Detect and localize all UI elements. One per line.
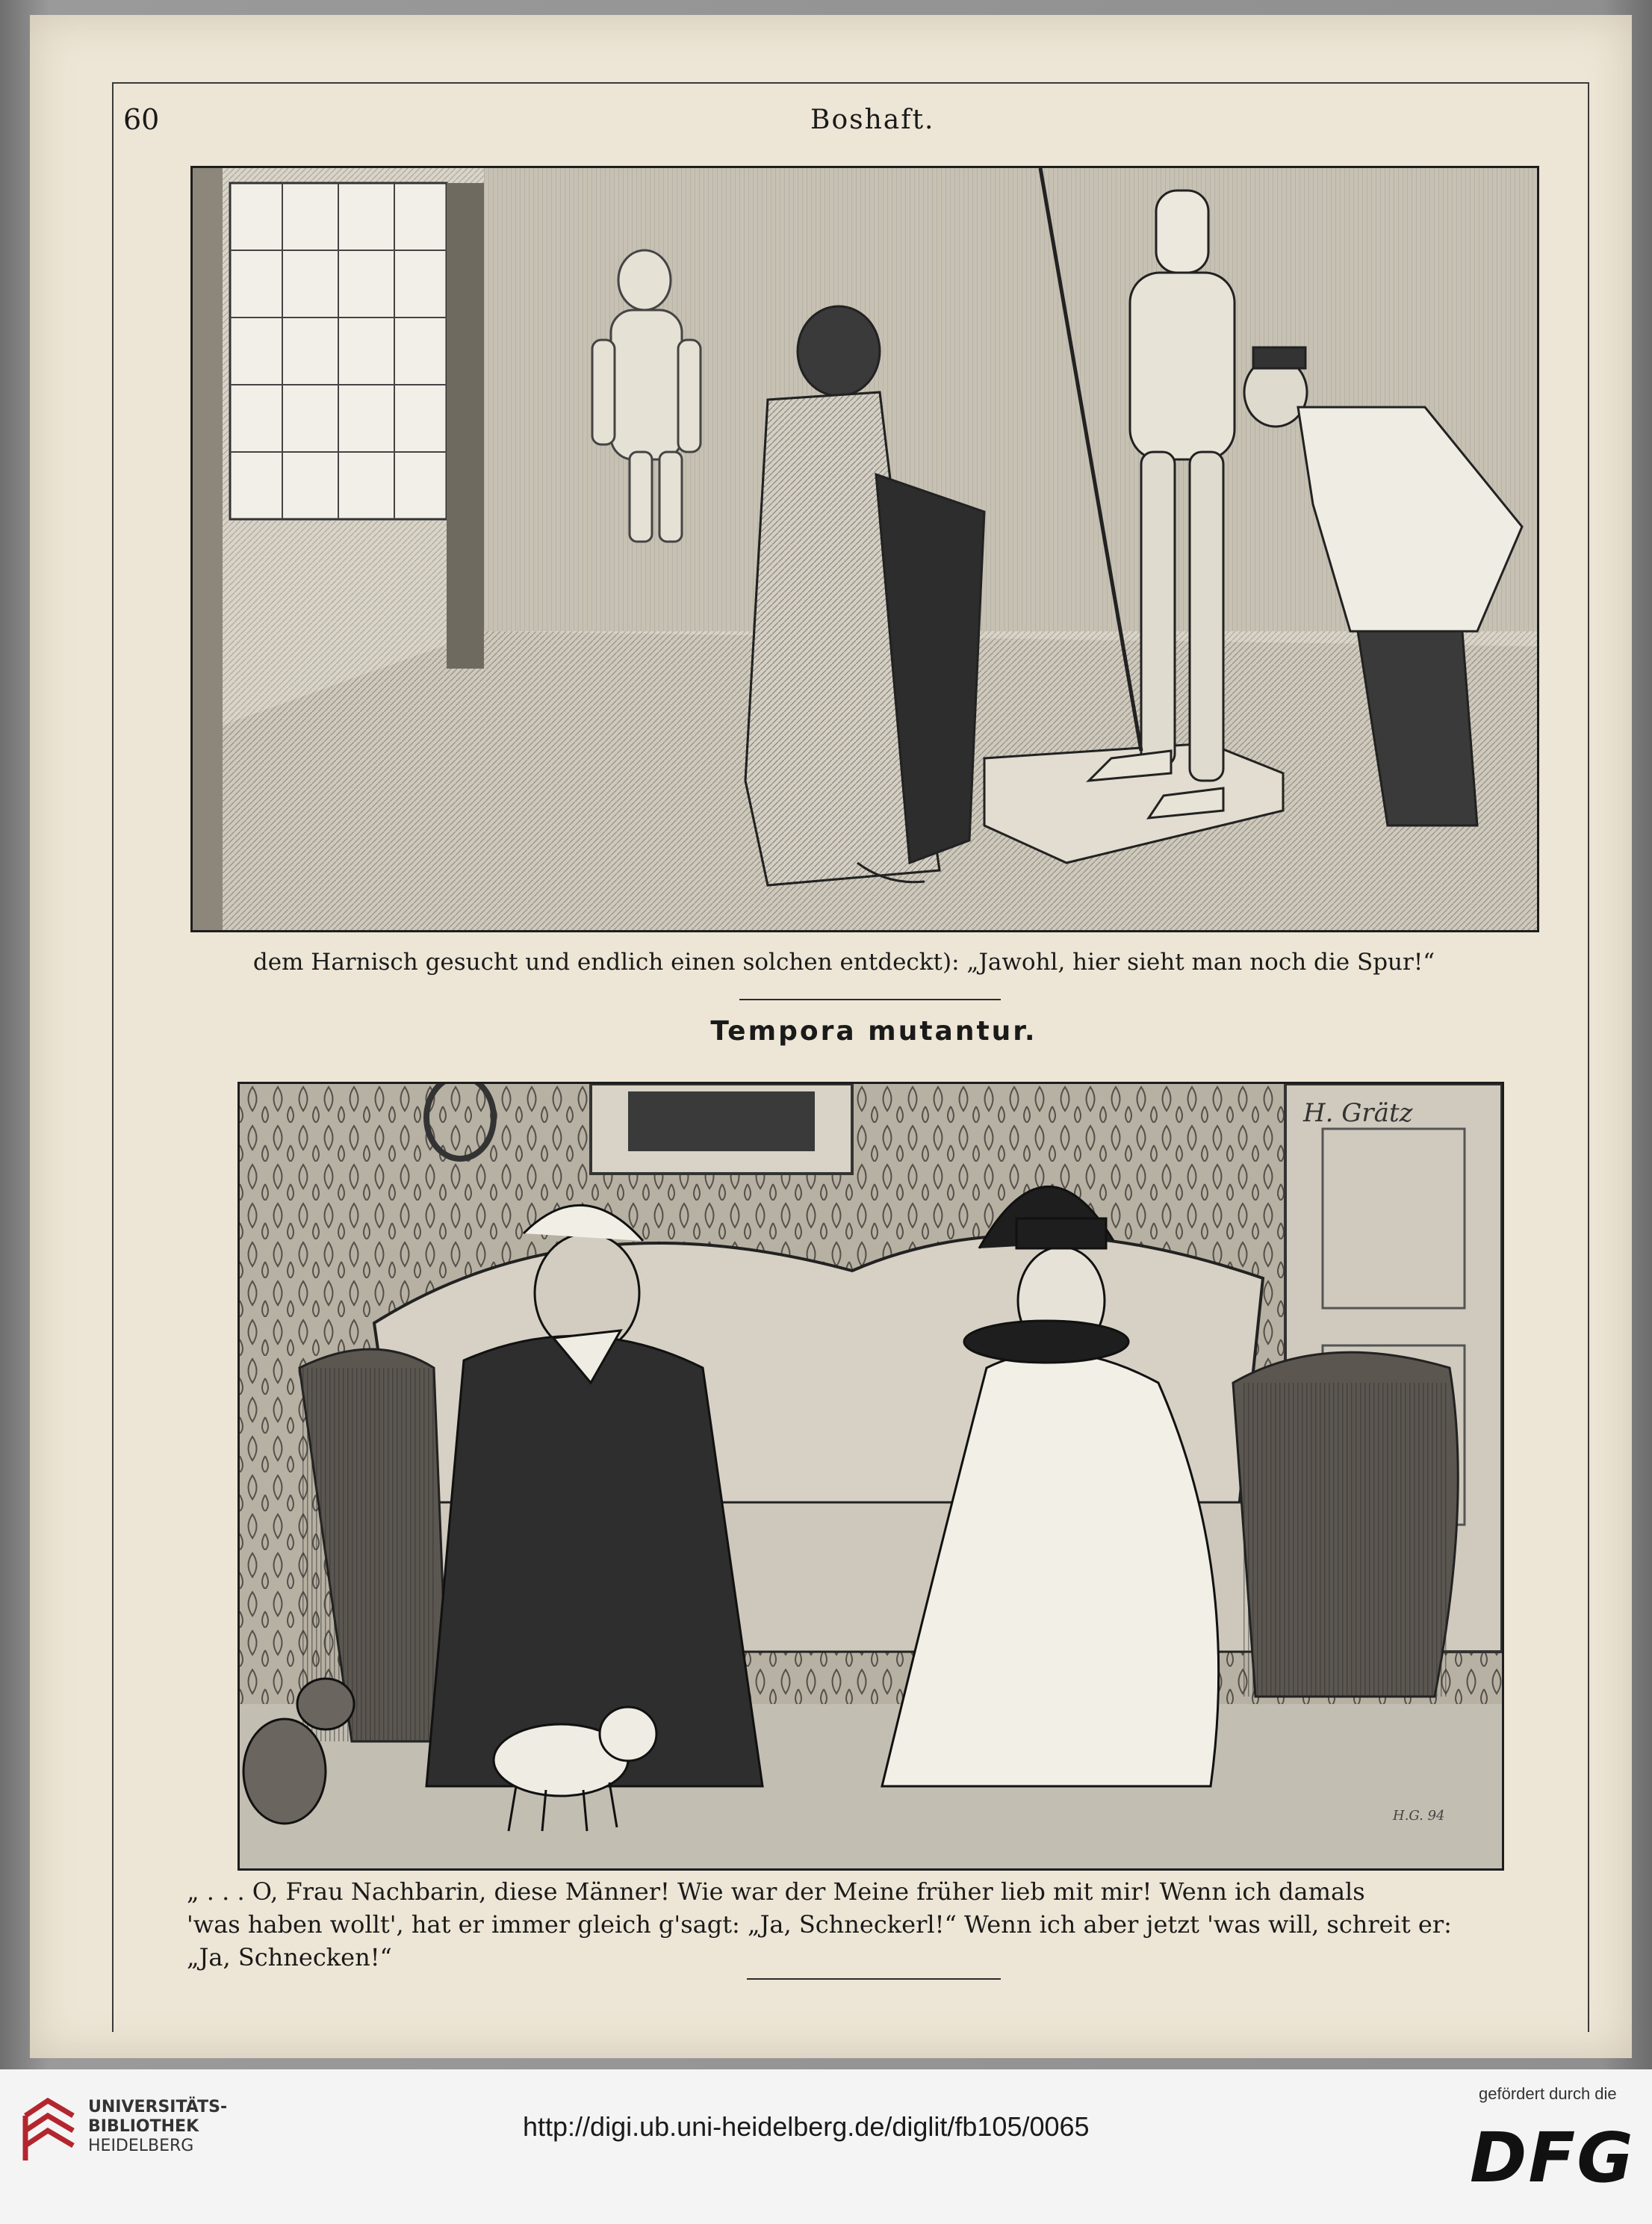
dialogue-text — [187, 1875, 1516, 1974]
page-frame-top — [112, 82, 1589, 84]
funded-by-label: gefördert durch die — [1479, 2084, 1617, 2103]
permalink-url[interactable]: http://digi.ub.uni-heidelberg.de/diglit/fb105/0065 — [523, 2111, 1090, 2142]
divider-rule-bottom — [747, 1978, 1001, 1980]
illustration-monogram: H.G. 94 — [1393, 1808, 1445, 1824]
library-name[interactable] — [88, 2098, 227, 2156]
footer-bar — [0, 2069, 1652, 2224]
artist-signature: H. Grätz — [1303, 1098, 1413, 1128]
page-number: 60 — [123, 103, 160, 136]
illustration-armour-hall — [190, 166, 1539, 932]
section-title: Tempora mutantur. — [710, 1016, 1037, 1047]
library-city: HEIDELBERG — [88, 2137, 194, 2155]
page-frame-right — [1588, 82, 1589, 2032]
dialogue-line: 'was haben wollt', hat er immer gleich g'sagt: „Ja, Schneckerl!“ Wenn ich aber jetzt 'was will, schreit er: — [187, 1910, 1452, 1939]
dialogue-line: „Ja, Schnecken!“ — [187, 1943, 392, 1971]
library-name-line-2: BIBLIOTHEK — [88, 2117, 199, 2136]
library-logo-icon[interactable] — [18, 2093, 81, 2163]
illustration-parlour — [237, 1082, 1504, 1871]
dfg-logo[interactable]: DFG — [1470, 2118, 1635, 2198]
page-frame-left — [112, 82, 114, 2032]
dialogue-line: „ . . . O, Frau Nachbarin, diese Männer! Wie war der Meine früher lieb mit mir! Wenn ich damals — [187, 1877, 1365, 1906]
library-name-line-1: UNIVERSITÄTS- — [88, 2098, 228, 2116]
caption-armour: dem Harnisch gesucht und endlich einen solchen entdeckt): „Jawohl, hier sieht man noch die Spur!“ — [252, 949, 1435, 976]
divider-rule-top — [739, 999, 1001, 1000]
page-header: Boshaft. — [810, 105, 935, 135]
